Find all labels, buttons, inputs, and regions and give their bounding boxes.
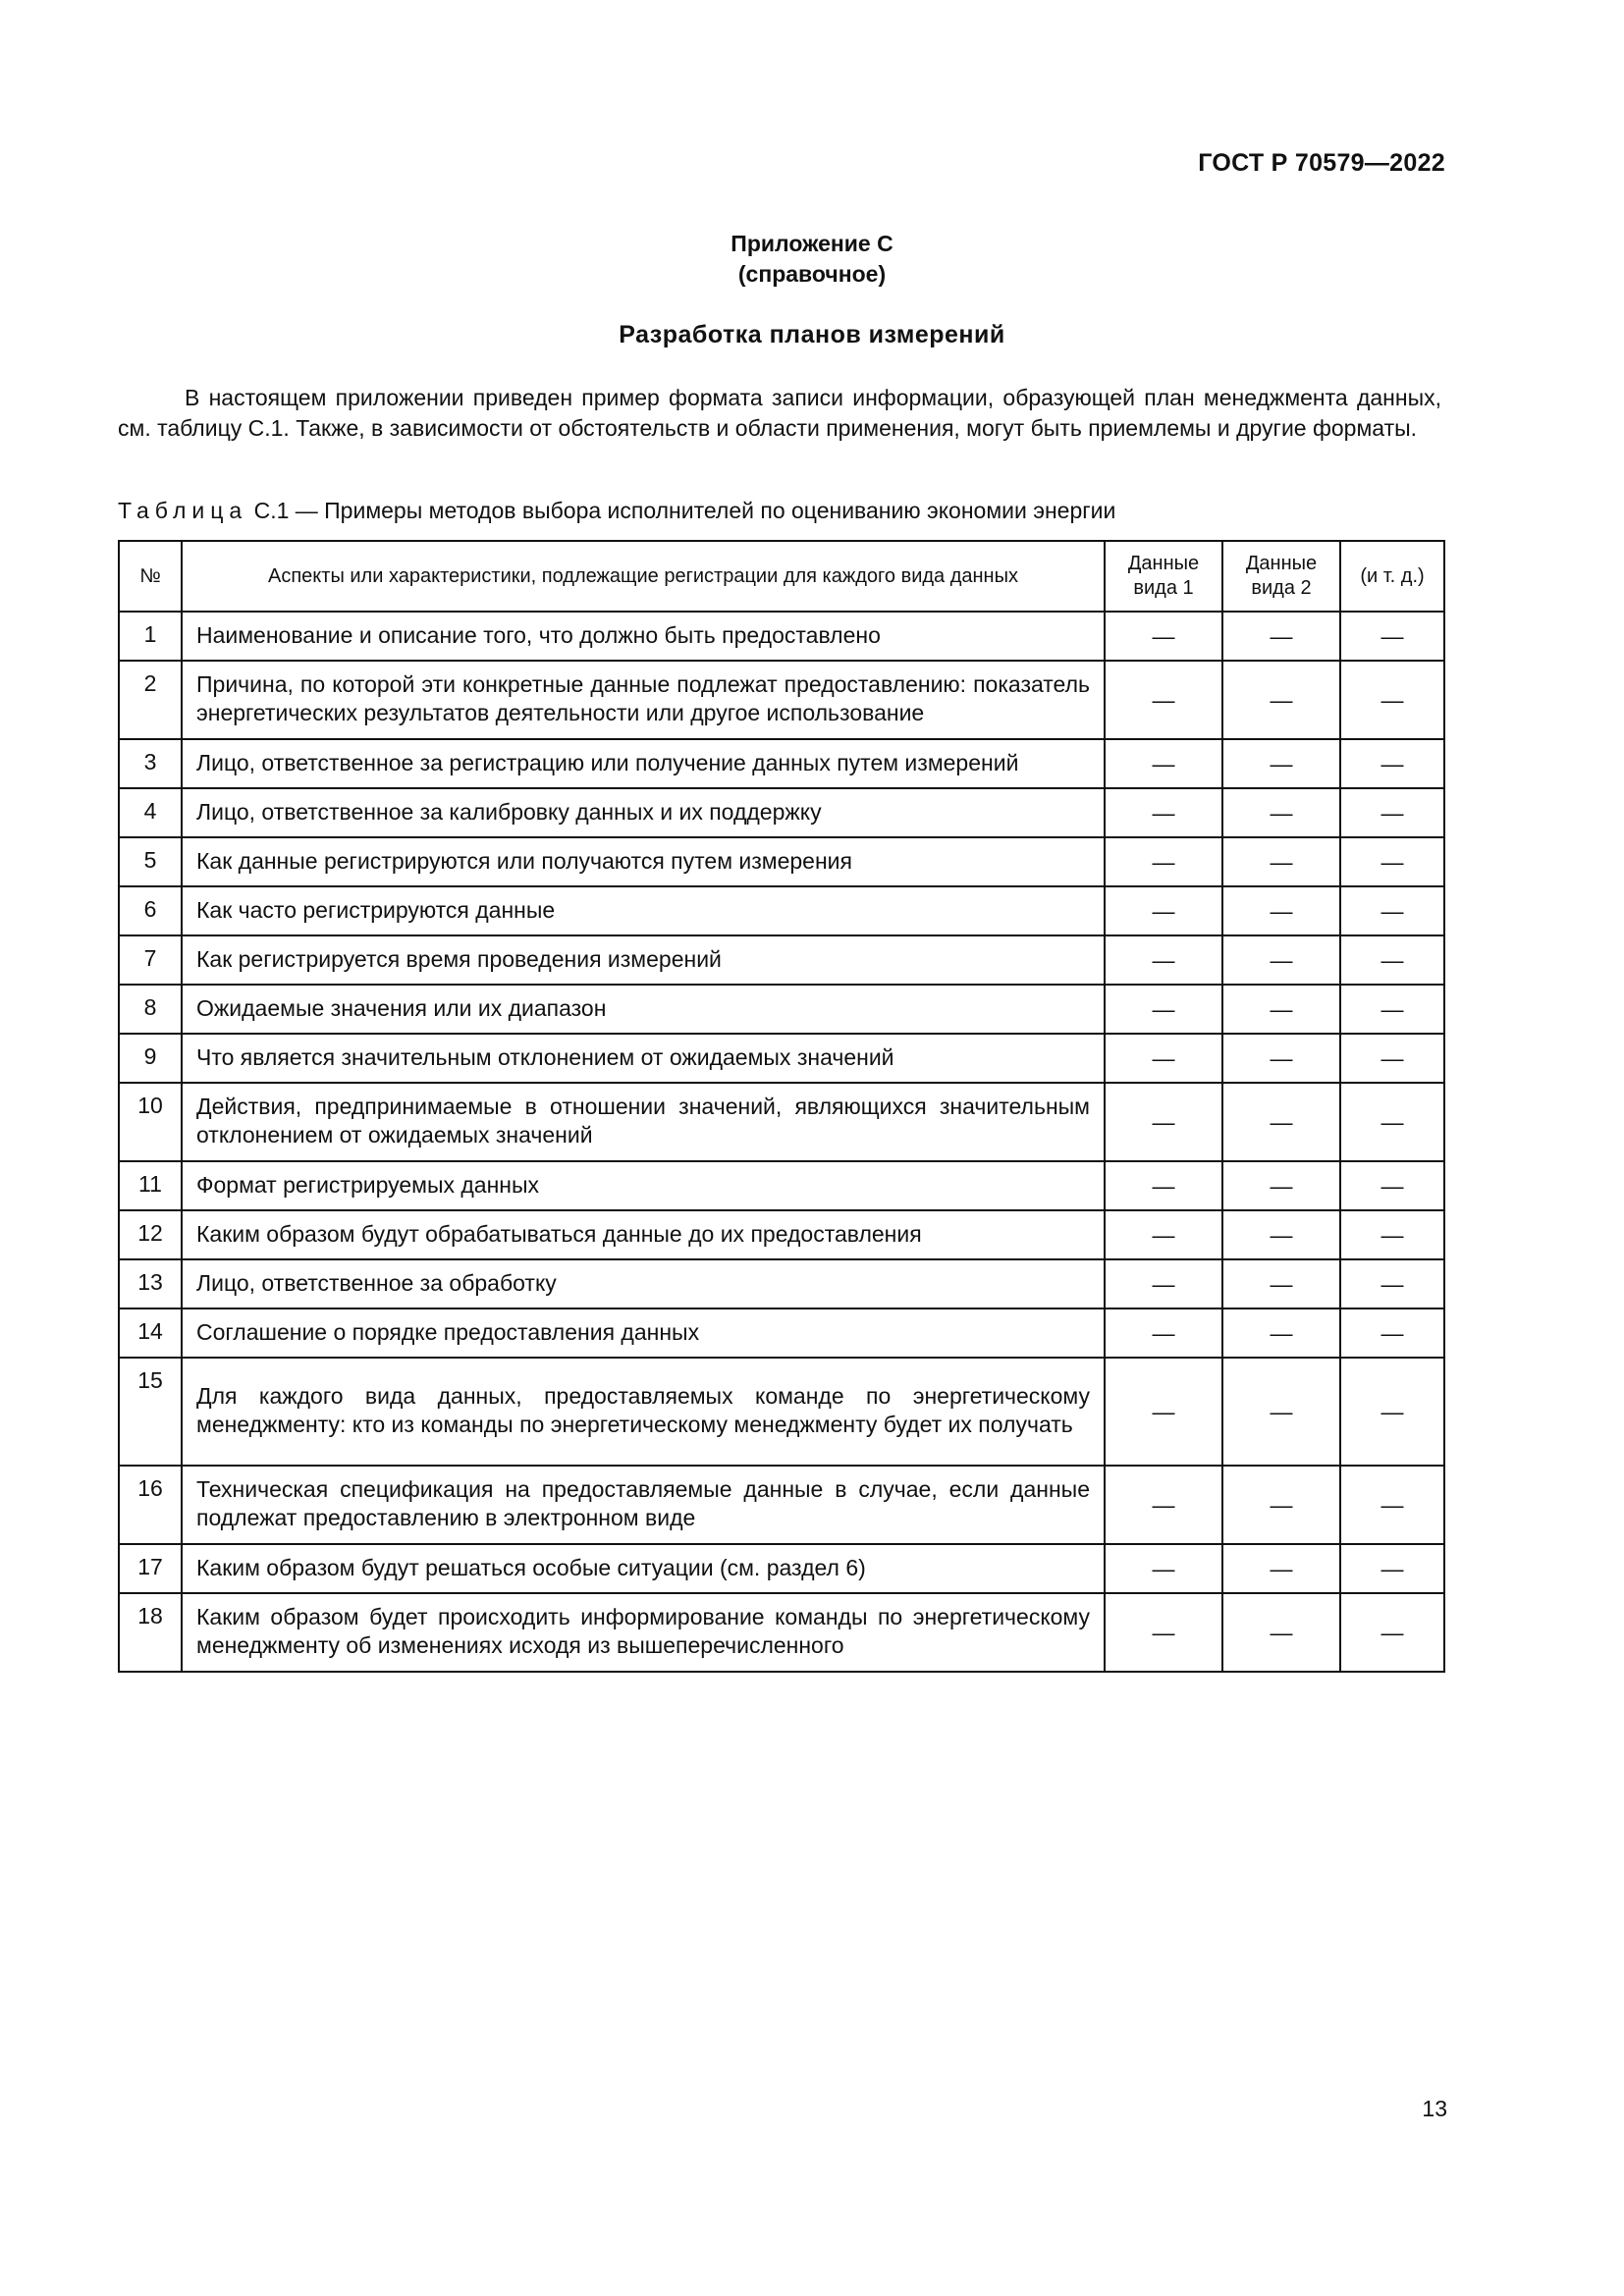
row-etc-value: — bbox=[1340, 1308, 1444, 1358]
header-type1: Данные вида 1 bbox=[1105, 541, 1222, 612]
row-type2-value: — bbox=[1222, 1308, 1340, 1358]
row-etc-value: — bbox=[1340, 935, 1444, 985]
section-title: Разработка планов измерений bbox=[619, 321, 1005, 348]
row-type1-value: — bbox=[1105, 788, 1222, 837]
row-aspect-text: Причина, по которой эти конкретные данные подлежат предоставлению: показатель энергетических результатов деятельности или другое использование bbox=[182, 661, 1105, 739]
standard-code: ГОСТ Р 70579—2022 bbox=[1198, 149, 1445, 177]
table-caption bbox=[118, 498, 1115, 524]
table-row bbox=[119, 935, 1444, 985]
table-row bbox=[119, 1161, 1444, 1210]
row-etc-value: — bbox=[1340, 1466, 1444, 1544]
row-type1-value: — bbox=[1105, 1161, 1222, 1210]
row-etc-value: — bbox=[1340, 837, 1444, 886]
row-type2-value: — bbox=[1222, 985, 1340, 1034]
row-type1-value: — bbox=[1105, 1083, 1222, 1161]
row-number: 1 bbox=[119, 612, 182, 661]
row-number: 18 bbox=[119, 1593, 182, 1672]
row-etc-value: — bbox=[1340, 612, 1444, 661]
row-aspect-text: Соглашение о порядке предоставления данных bbox=[182, 1308, 1105, 1358]
row-aspect-text: Для каждого вида данных, предоставляемых команде по энергетическому менеджменту: кто из команды по энергетическому менеджменту будет их получать bbox=[182, 1358, 1105, 1466]
row-type1-value: — bbox=[1105, 661, 1222, 739]
table-row bbox=[119, 1083, 1444, 1161]
row-etc-value: — bbox=[1340, 886, 1444, 935]
row-number: 12 bbox=[119, 1210, 182, 1259]
row-type2-value: — bbox=[1222, 1544, 1340, 1593]
table-row bbox=[119, 1210, 1444, 1259]
row-aspect-text: Наименование и описание того, что должно быть предоставлено bbox=[182, 612, 1105, 661]
annex-title: Приложение С bbox=[731, 231, 893, 256]
row-type2-value: — bbox=[1222, 1466, 1340, 1544]
header-aspect: Аспекты или характеристики, подлежащие регистрации для каждого вида данных bbox=[182, 541, 1105, 612]
row-aspect-text: Лицо, ответственное за калибровку данных и их поддержку bbox=[182, 788, 1105, 837]
row-aspect-text: Что является значительным отклонением от ожидаемых значений bbox=[182, 1034, 1105, 1083]
row-number: 11 bbox=[119, 1161, 182, 1210]
row-aspect-text: Как часто регистрируются данные bbox=[182, 886, 1105, 935]
row-type2-value: — bbox=[1222, 1593, 1340, 1672]
intro-paragraph: В настоящем приложении приведен пример формата записи информации, образующей план менеджмента данных, см. таблицу С.1. Также, в зависимости от обстоятельств и области применения, могут быть приемлемы и другие форматы. bbox=[118, 385, 1441, 441]
row-aspect-text: Лицо, ответственное за регистрацию или получение данных путем измерений bbox=[182, 739, 1105, 788]
table-row bbox=[119, 837, 1444, 886]
table-row bbox=[119, 612, 1444, 661]
row-etc-value: — bbox=[1340, 739, 1444, 788]
row-etc-value: — bbox=[1340, 1544, 1444, 1593]
table-row bbox=[119, 1308, 1444, 1358]
table-row bbox=[119, 886, 1444, 935]
row-etc-value: — bbox=[1340, 985, 1444, 1034]
row-number: 3 bbox=[119, 739, 182, 788]
row-aspect-text: Действия, предпринимаемые в отношении значений, являющихся значительным отклонением от ожидаемых значений bbox=[182, 1083, 1105, 1161]
row-type2-value: — bbox=[1222, 1259, 1340, 1308]
row-number: 17 bbox=[119, 1544, 182, 1593]
table-row bbox=[119, 1259, 1444, 1308]
row-type2-value: — bbox=[1222, 661, 1340, 739]
row-number: 7 bbox=[119, 935, 182, 985]
row-aspect-text: Каким образом будет происходить информирование команды по энергетическому менеджменту об изменениях исходя из вышеперечисленного bbox=[182, 1593, 1105, 1672]
row-type1-value: — bbox=[1105, 1259, 1222, 1308]
table-row bbox=[119, 985, 1444, 1034]
row-type1-value: — bbox=[1105, 1593, 1222, 1672]
row-aspect-text: Каким образом будут обрабатываться данные до их предоставления bbox=[182, 1210, 1105, 1259]
row-type1-value: — bbox=[1105, 1544, 1222, 1593]
row-etc-value: — bbox=[1340, 1210, 1444, 1259]
row-etc-value: — bbox=[1340, 1161, 1444, 1210]
row-type1-value: — bbox=[1105, 985, 1222, 1034]
row-etc-value: — bbox=[1340, 661, 1444, 739]
table-row bbox=[119, 661, 1444, 739]
annex-heading bbox=[0, 229, 1624, 290]
row-etc-value: — bbox=[1340, 1593, 1444, 1672]
row-type1-value: — bbox=[1105, 837, 1222, 886]
measurement-plan-table bbox=[118, 540, 1445, 1673]
table-caption-label: Таблица bbox=[118, 498, 248, 523]
row-etc-value: — bbox=[1340, 788, 1444, 837]
row-type1-value: — bbox=[1105, 935, 1222, 985]
row-etc-value: — bbox=[1340, 1358, 1444, 1466]
row-number: 8 bbox=[119, 985, 182, 1034]
row-etc-value: — bbox=[1340, 1083, 1444, 1161]
row-aspect-text: Лицо, ответственное за обработку bbox=[182, 1259, 1105, 1308]
table-row bbox=[119, 788, 1444, 837]
row-number: 14 bbox=[119, 1308, 182, 1358]
row-number: 13 bbox=[119, 1259, 182, 1308]
row-type1-value: — bbox=[1105, 612, 1222, 661]
row-number: 10 bbox=[119, 1083, 182, 1161]
row-aspect-text: Техническая спецификация на предоставляемые данные в случае, если данные подлежат предоставлению в электронном виде bbox=[182, 1466, 1105, 1544]
row-number: 9 bbox=[119, 1034, 182, 1083]
row-type1-value: — bbox=[1105, 1466, 1222, 1544]
row-type1-value: — bbox=[1105, 1308, 1222, 1358]
annex-status: (справочное) bbox=[737, 261, 887, 287]
table-row bbox=[119, 1466, 1444, 1544]
row-aspect-text: Как регистрируется время проведения измерений bbox=[182, 935, 1105, 985]
row-type2-value: — bbox=[1222, 1210, 1340, 1259]
row-type2-value: — bbox=[1222, 788, 1340, 837]
row-type2-value: — bbox=[1222, 1083, 1340, 1161]
row-type1-value: — bbox=[1105, 886, 1222, 935]
row-number: 4 bbox=[119, 788, 182, 837]
table-caption-text: С.1 — Примеры методов выбора исполнителей по оцениванию экономии энергии bbox=[253, 498, 1116, 523]
table-row bbox=[119, 1034, 1444, 1083]
row-aspect-text: Каким образом будут решаться особые ситуации (см. раздел 6) bbox=[182, 1544, 1105, 1593]
row-type2-value: — bbox=[1222, 1358, 1340, 1466]
row-type2-value: — bbox=[1222, 612, 1340, 661]
row-type2-value: — bbox=[1222, 1161, 1340, 1210]
row-etc-value: — bbox=[1340, 1259, 1444, 1308]
row-type2-value: — bbox=[1222, 886, 1340, 935]
row-type2-value: — bbox=[1222, 935, 1340, 985]
row-number: 2 bbox=[119, 661, 182, 739]
row-type2-value: — bbox=[1222, 837, 1340, 886]
table-row bbox=[119, 1593, 1444, 1672]
row-number: 16 bbox=[119, 1466, 182, 1544]
row-type1-value: — bbox=[1105, 739, 1222, 788]
page-number: 13 bbox=[1422, 2096, 1447, 2121]
row-aspect-text: Формат регистрируемых данных bbox=[182, 1161, 1105, 1210]
row-type1-value: — bbox=[1105, 1358, 1222, 1466]
row-etc-value: — bbox=[1340, 1034, 1444, 1083]
row-type2-value: — bbox=[1222, 739, 1340, 788]
table-row bbox=[119, 1358, 1444, 1466]
row-number: 15 bbox=[119, 1358, 182, 1466]
table-header-row bbox=[119, 541, 1444, 612]
row-type1-value: — bbox=[1105, 1034, 1222, 1083]
row-aspect-text: Ожидаемые значения или их диапазон bbox=[182, 985, 1105, 1034]
header-etc: (и т. д.) bbox=[1340, 541, 1444, 612]
header-num: № bbox=[119, 541, 182, 612]
header-type2: Данные вида 2 bbox=[1222, 541, 1340, 612]
row-type2-value: — bbox=[1222, 1034, 1340, 1083]
row-aspect-text: Как данные регистрируются или получаются путем измерения bbox=[182, 837, 1105, 886]
row-type1-value: — bbox=[1105, 1210, 1222, 1259]
table-row bbox=[119, 739, 1444, 788]
table-row bbox=[119, 1544, 1444, 1593]
row-number: 6 bbox=[119, 886, 182, 935]
row-number: 5 bbox=[119, 837, 182, 886]
